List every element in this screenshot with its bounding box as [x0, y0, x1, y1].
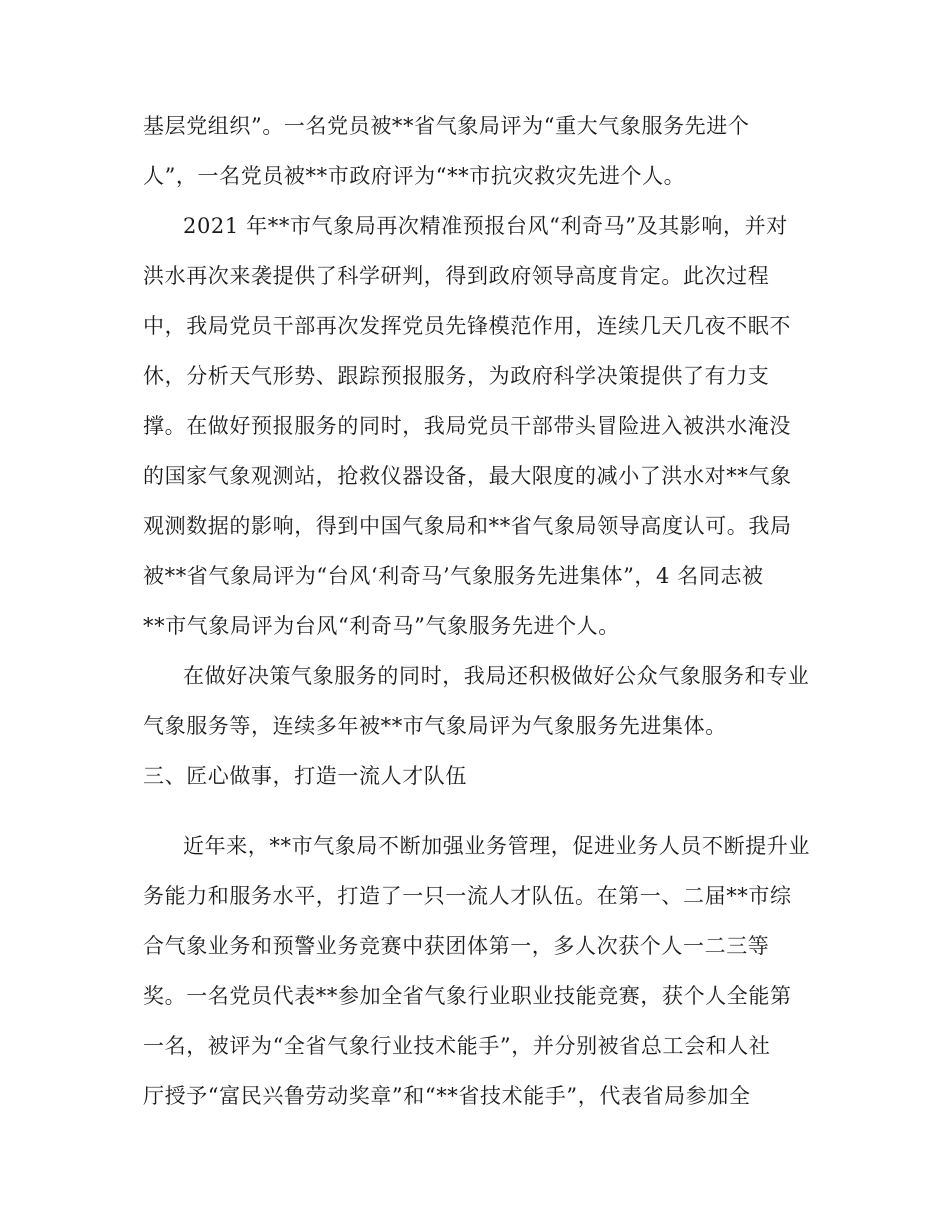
text-line: 奖。一名党员代表**参加全省气象行业职业技能竞赛，获个人全能第: [143, 984, 792, 1008]
text-line: 的国家气象观测站，抢救仪器设备，最大限度的减小了洪水对**气象: [143, 464, 792, 488]
paragraph-start-line: 近年来，**市气象局不断加强业务管理，促进业务人员不断提升业: [183, 834, 810, 858]
text-line: 洪水再次来袭提供了科学研判，得到政府领导高度肯定。此次过程: [143, 264, 770, 288]
section-heading: 三、匠心做事，打造一流人才队伍: [143, 764, 467, 788]
text-line: 中，我局党员干部再次发挥党员先锋模范作用，连续几天几夜不眠不: [143, 314, 791, 338]
text-line: 人”，一名党员被**市政府评为“**市抗灾救灾先进个人。: [143, 164, 686, 188]
text-line: 务能力和服务水平，打造了一只一流人才队伍。在第一、二届**市综: [143, 884, 792, 908]
text-line: 被**省气象局评为“台风‘利奇马’气象服务先进集体”，4 名同志被: [143, 564, 764, 588]
text-line: 观测数据的影响，得到中国气象局和**省气象局领导高度认可。我局: [143, 514, 792, 538]
text-line: 基层党组织”。一名党员被**省气象局评为“重大气象服务先进个: [143, 114, 750, 138]
text-line: 一名，被评为“全省气象行业技术能手”，并分别被省总工会和人社: [143, 1034, 771, 1058]
text-line: 撑。在做好预报服务的同时，我局党员干部带头冒险进入被洪水淹没: [143, 414, 791, 438]
text-line: 休，分析天气形势、跟踪预报服务，为政府科学决策提供了有力支: [143, 364, 770, 388]
paragraph-start-line: 2021 年**市气象局再次精准预报台风“利奇马”及其影响，并对: [183, 214, 788, 238]
paragraph-start-line: 在做好决策气象服务的同时，我局还积极做好公众气象服务和专业: [183, 664, 810, 688]
text-line: 厅授予“富民兴鲁劳动奖章”和“**省技术能手”，代表省局参加全: [143, 1084, 751, 1108]
text-line: 合气象业务和预警业务竞赛中获团体第一，多人次获个人一二三等: [143, 934, 770, 958]
text-line: 气象服务等，连续多年被**市气象局评为气象服务先进集体。: [143, 714, 727, 738]
text-line: **市气象局评为台风“利奇马”气象服务先进个人。: [143, 614, 620, 638]
